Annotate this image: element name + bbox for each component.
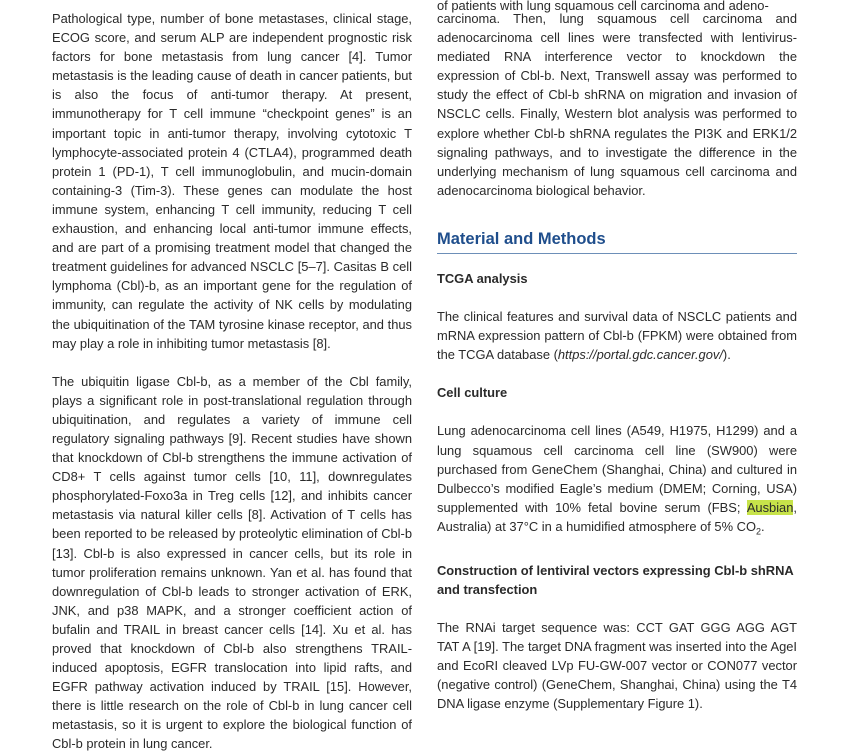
spacer <box>437 288 797 307</box>
highlighted-text: Ausbian <box>746 499 794 515</box>
subheading-cell-culture: Cell culture <box>437 385 508 401</box>
subscript-2: 2 <box>755 526 761 537</box>
culture-end: . <box>761 518 765 534</box>
spacer <box>437 254 797 269</box>
tcga-end: ). <box>722 347 731 363</box>
tcga-url: https://portal.gdc.cancer.gov/ <box>557 347 723 363</box>
section-title: Material and Methods <box>437 228 797 254</box>
right-column <box>437 0 797 713</box>
subheading-construction: Construction of lentiviral vectors expressing Cbl-b shRNA and transfection <box>437 562 794 597</box>
paragraph-gap <box>52 353 412 372</box>
tcga-text: The clinical features and survival data of NSCLC patients and mRNA expression pattern of Cbl-b (FPKM) were obtained from the TCGA database ( <box>437 309 797 363</box>
paragraph-2: The ubiquitin ligase Cbl-b, as a member of the Cbl family, plays a significant role in post-translational regulation through ubiquitination, and regulates a variety of immune cell regulatory signaling pathways [9]. Recent studies have shown that knockdown of Cbl-b strengthens the immune activation of CD8+ T cells against tumor cells [10, 11], downregulates phosphorylated-Foxo3a in Treg cells [12], and inhibits cancer metastasis via natural killer cells [8]. Activation of T cells has been reported to be released by proteolytic elimination of Cbl-b [13]. Cbl-b is also expressed in cancer cells, but its role in tumor proliferation remains unknown. Yan et al. has found that downregulation of Cbl-b leads to stronger activation of ERK, JNK, and p38 MAPK, and a stronger coefficient action of bufalin and TRAIL in breast cancer cells [14]. Xu et al. has proved that knockdown of Cbl-b also strengthens TRAIL-induced apoptosis, EGFR translocation into lipid rafts, and EGFR pathway activation induced by TRAIL [15]. However, there is little research on the role of Cbl-b in lung cancer cell metastasis, so it is urgent to explore the biological function of Cbl-b protein in lung cancer. <box>52 373 412 752</box>
tcga-paragraph <box>437 307 797 364</box>
cell-culture-paragraph <box>437 421 797 541</box>
spacer <box>437 599 797 618</box>
clipped-line-text: of patients with lung squamous cell carcinoma and adeno- <box>437 0 769 13</box>
culture-text-b: , Australia) at 37°C in a humidified atmosphere of 5% CO <box>437 499 797 534</box>
spacer <box>437 542 797 561</box>
culture-text-a: Lung adenocarcinoma cell lines (A549, H1975, H1299) and a lung squamous cell carcinoma cell line (SW900) were purchased from GeneChem (Shanghai, China) and cultured in Dulbecco’s modified Eagle’s medium (DMEM; Corning, USA) supplemented with 10% fetal bovine serum (FBS; <box>437 423 797 515</box>
construction-paragraph: The RNAi target sequence was: CCT GAT GGG AGG AGT TAT A [19]. The target DNA fragment was inserted into the AgeI and EcoRI cleaved LVp FU-GW-007 vector or CON077 vector (negative control) (GeneChem, Shanghai, China) using the T4 DNA ligase enzyme (Supplementary Figure 1). <box>437 619 797 712</box>
subheading-tcga: TCGA analysis <box>437 270 528 286</box>
intro-paragraph: carcinoma. Then, lung squamous cell carcinoma and adenocarcinoma cell lines were transfected with lentivirus-mediated RNA interference vector to knockdown the expression of Cbl-b. Next, Transwell assay was performed to study the effect of Cbl-b shRNA on migration and invasion of NSCLC cells. Finally, Western blot analysis was performed to explore whether Cbl-b shRNA regulates the PI3K and ERK1/2 signaling pathways, and to investigate the difference in the underlying mechanism of lung squamous cell carcinoma and adenocarcinoma biological behavior. <box>437 11 797 198</box>
paragraph-1: Pathological type, number of bone metastases, clinical stage, ECOG score, and serum ALP are independent prognostic risk factors for bone metastasis from lung cancer [4]. Tumor metastasis is the leading cause of death in cancer patients, but is also the focus of anti-tumor therapy. At present, immunotherapy for T cell immune “checkpoint genes” is an important topic in anti-tumor therapy, involving cytotoxic T lymphocyte-associated protein 4 (CTLA4), programmed death protein 1 (PD-1), T cell immunoglobulin, and mucin-domain containing-3 (Tim-3). These genes can modulate the host immune system, enhancing T cell immunity, reducing T cell exhaustion, and enhancing local anti-tumor immune effects, and are part of a promising treatment model that changed the treatment guidelines for advanced NSCLC [5–7]. Casitas B cell lymphoma (Cbl)-b, as an important gene for the regulation of immunity, can regulate the activity of NK cells by modulating the ubiquitination of the TAM tyrosine kinase receptor, and thus may play a role in inhibiting tumor metastasis [8]. <box>52 11 412 351</box>
left-column <box>52 9 412 754</box>
spacer <box>437 364 797 383</box>
spacer <box>437 402 797 421</box>
